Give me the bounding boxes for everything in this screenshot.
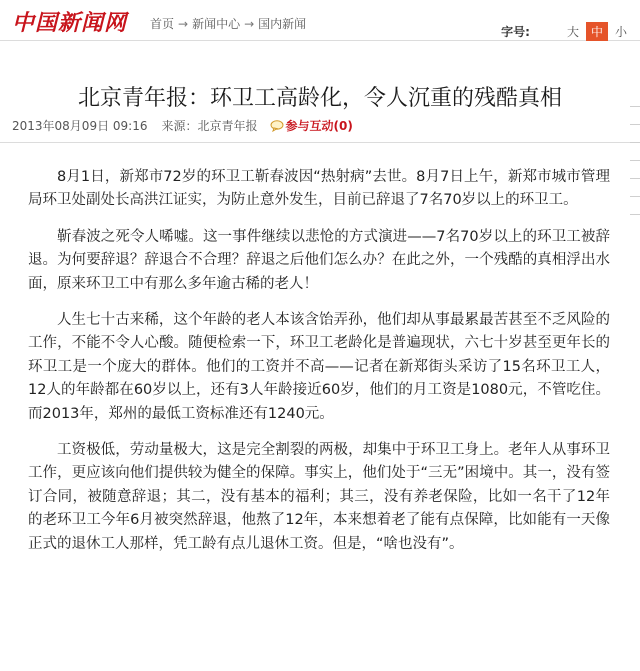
article-meta [12, 117, 353, 134]
article-paragraph: 人生七十古来稀，这个年龄的老人本该含饴弄孙，他们却从事最累最苦甚至不乏风险的工作，不能不令人心酸。随便检索一下，环卫工老龄化是普遍现状，六七十岁甚至更年长的环卫工是一个庞大的群体。他们的工资并不高——记者在新郑街头采访了15名环卫工人，12人的年龄都在60岁以上，还有3人年龄接近60岁，他们的月工资是1080元，不管吃住。而2013年，郑州的最低工资标准还有1240元。 [28, 312, 610, 422]
breadcrumb-news-center[interactable]: 新闻中心 [192, 17, 241, 31]
site-logo[interactable]: 中国新闻网 [12, 10, 128, 36]
side-divider [630, 142, 640, 143]
breadcrumb-home[interactable]: 首页 [150, 17, 175, 31]
font-size-medium-button[interactable]: 中 [586, 22, 608, 41]
article-date: 2013年08月09日 09:16 [12, 119, 148, 133]
font-size-label: 字号: [501, 25, 530, 39]
title-divider [0, 142, 640, 143]
header [0, 0, 640, 41]
font-size-large-button[interactable]: 大 [566, 25, 579, 39]
article-title: 北京青年报：环卫工高龄化，令人沉重的残酷真相 [77, 85, 562, 111]
font-size-small-button[interactable]: 小 [614, 25, 627, 39]
article-paragraph: 靳春波之死令人唏嘘。这一事件继续以悲怆的方式演进——7名70岁以上的环卫工被辞退。为何要辞退？辞退合不合理？辞退之后他们怎么办？在此之外，一个残酷的真相浮出水面，原来环卫工中有那么多年逾古稀的老人！ [28, 228, 610, 292]
comment-link[interactable] [270, 117, 353, 134]
article-paragraph: 8月1日，新郑市72岁的环卫工靳春波因“热射病”去世。8月7日上午，新郑市城市管理局环卫处副处长高洪江证实，为防止意外发生，目前已辞退了7名70岁以上的环卫工。 [28, 169, 610, 209]
breadcrumb-domestic-news[interactable]: 国内新闻 [258, 17, 307, 31]
side-divider [630, 106, 640, 107]
side-divider [630, 214, 640, 215]
comment-label[interactable]: 参与互动(0) [285, 119, 353, 133]
side-divider [630, 178, 640, 179]
breadcrumb [150, 15, 306, 32]
side-divider [630, 160, 640, 161]
article-body [28, 166, 610, 569]
article-paragraph: 工资极低，劳动量极大，这是完全割裂的两极，却集中于环卫工身上。老年人从事环卫工作，更应该向他们提供较为健全的保障。事实上，他们处于“三无”困境中。其一，没有签订合同，被随意辞退；其二，没有基本的福利；其三，没有养老保险，比如一名干了12年的老环卫工今年6月被突然辞退，他熬了12年，本来想着老了能有点保障，比如能有一天像正式的退休工人那样，凭工龄有点儿退休工资。但是，“啥也没有”。 [28, 442, 610, 552]
font-size-selector [501, 22, 632, 41]
comment-bubble-icon [270, 120, 284, 132]
side-divider [630, 196, 640, 197]
article-source: 来源：北京青年报 [161, 119, 258, 133]
breadcrumb-arrow-icon: → [244, 17, 255, 31]
breadcrumb-arrow-icon: → [178, 17, 189, 31]
side-divider [630, 124, 640, 125]
